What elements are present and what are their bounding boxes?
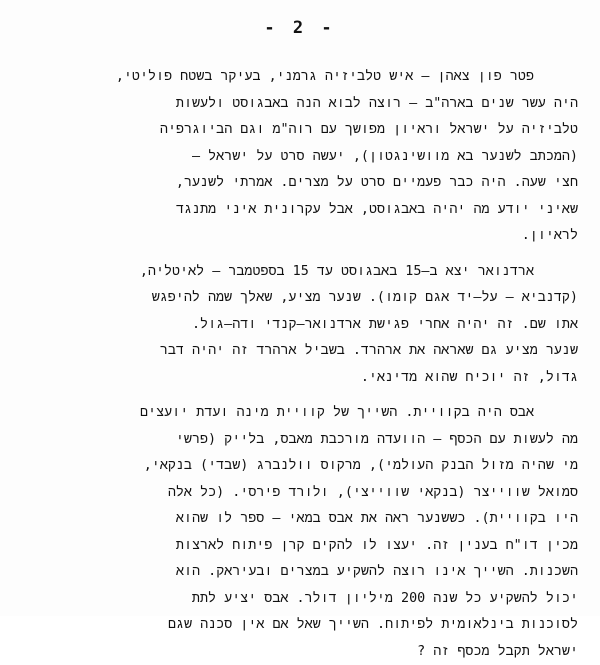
- text-line: אתו שם. זה יהיה אחרי פגישת ארדנואר–קנדי ודה–גול.: [16, 312, 578, 339]
- text-line: מכין דו"ח בענין זה. יעצו לו להקים קרן פיתוח לארצות: [16, 533, 578, 560]
- text-line: טלביזיה על ישראל וראיון מפושך עם רוה"מ וגם הביוגרפיה: [16, 117, 578, 144]
- paragraph-3: [16, 400, 578, 665]
- text-line: שאיני יודע מה יהיה באבגוסט, אבל עקרונית איני מתנגד: [16, 197, 578, 224]
- text-line: לסוכנות בינלאומית לפיתוח. השייך שאל אם אין סכנה שגם: [16, 612, 578, 639]
- text-line: היה עשר שנים בארה"ב – רוצה לבוא הנה באבגוסט ולעשות: [16, 91, 578, 118]
- paragraph-1: [16, 64, 578, 250]
- text-line: אבס היה בקוויית. השייך של קוויית מינה ועדת יועצים: [16, 400, 578, 427]
- paragraph-2: [16, 259, 578, 392]
- text-line: פטר פון צאהן – איש טלביזיה גרמני, בעיקר בשטח פוליטי,: [16, 64, 578, 91]
- text-line: היו בקוויית). כששנער ראה את אבס במאי – ספר לו שהוא: [16, 506, 578, 533]
- text-line: לראיון.: [16, 223, 578, 250]
- text-line: סמואל שווייצר (בנקאי שווייצי), ולורד פירסי. (כל אלה: [16, 480, 578, 507]
- text-line: שנער מציע גם שאראה את ארהרד. בשביל ארהרד זה יהיה דבר: [16, 338, 578, 365]
- text-line: מה לעשות עם הכסף – הוועדה מורכבת מאבס, בלייק (פרשי: [16, 427, 578, 454]
- text-line: חצי שעה. היה כבר פעמיים סרט על מצרים. אמרתי לשנער,: [16, 170, 578, 197]
- text-line: מי שהיה מזול הבנק העולמי), מרקוס וולנברג (שבדי) בנקאי,: [16, 453, 578, 480]
- document-body: [16, 64, 578, 665]
- text-line: גדול, זה יוכיח שהוא מדינאי.: [16, 365, 578, 392]
- text-line: השכנות. השייך אינו רוצה להשקיע במצרים ובעיראק. הוא: [16, 559, 578, 586]
- text-line: (קדנביא – על–יד אגם קומו). שנער מציע, שאלך שמה להיפגש: [16, 285, 578, 312]
- page-number: - 2 -: [0, 18, 600, 38]
- text-line: ישראל תקבל מכסף זה ?: [16, 639, 578, 665]
- text-line: (המכתב לשנער בא מוושינגטון), יעשה סרט על ישראל –: [16, 144, 578, 171]
- text-line: ארדנואר יצא ב–15 באבגוסט עד 15 בספטמבר – לאיטליה,: [16, 259, 578, 286]
- text-line: יכול להשקיע כל שנה 200 מיליון דולר. אבס יציע לתת: [16, 586, 578, 613]
